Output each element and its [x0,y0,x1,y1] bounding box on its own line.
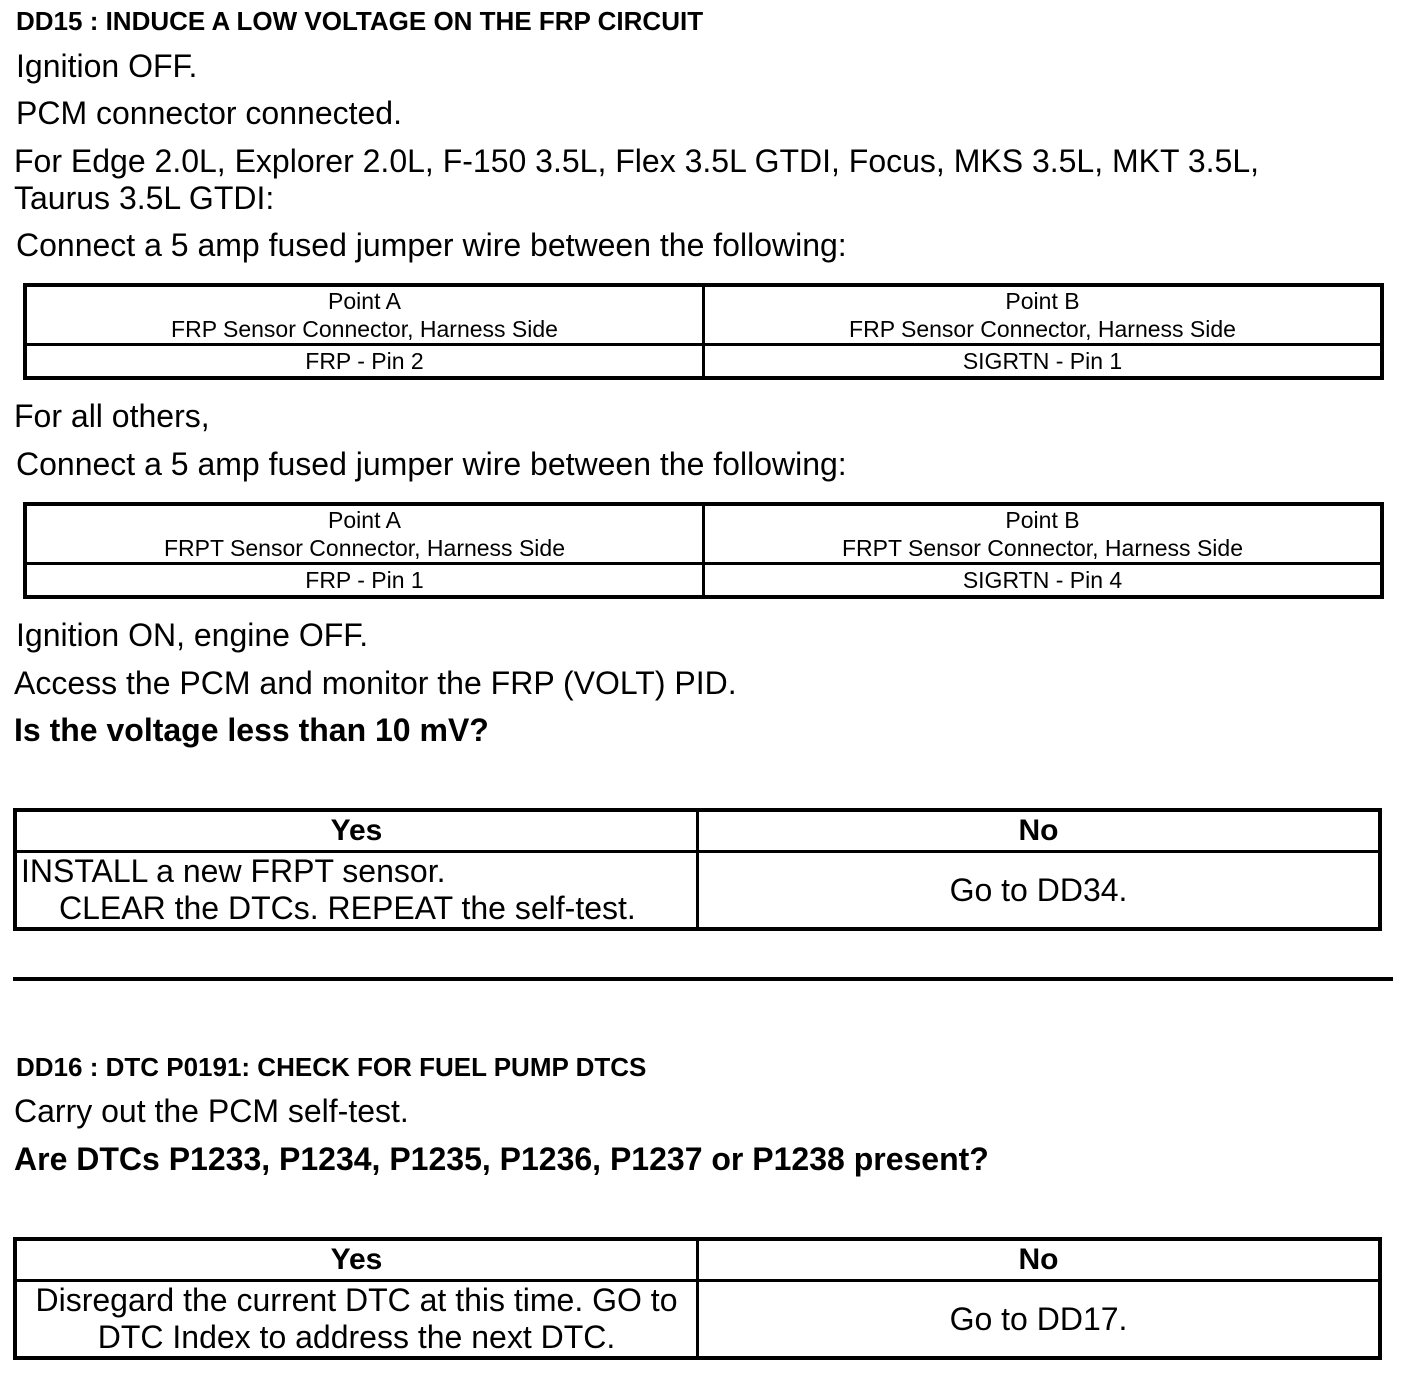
section-divider [13,977,1393,981]
dd15-heading: DD15 : INDUCE A LOW VOLTAGE ON THE FRP CIRCUIT [16,6,704,36]
dd15-result-table [13,808,1382,931]
dd15-question: Is the voltage less than 10 mV? [14,712,489,748]
dd15-vehicles-line2: Taurus 3.5L GTDI: [14,180,275,216]
no-action: Go to DD34. [698,852,1381,930]
jumper-table-2 [23,502,1384,599]
point-b-value: SIGRTN - Pin 4 [704,564,1383,598]
point-a-value: FRP - Pin 1 [25,564,704,598]
dd16-heading: DD16 : DTC P0191: CHECK FOR FUEL PUMP DTCS [16,1052,647,1082]
no-action: Go to DD17. [698,1281,1381,1359]
dd16-question: Are DTCs P1233, P1234, P1235, P1236, P1237 or P1238 present? [14,1141,989,1177]
no-header: No [698,810,1381,852]
point-a-header: Point A FRPT Sensor Connector, Harness Side [25,504,704,564]
yes-header: Yes [15,1239,698,1281]
dd15-step-ignition-on: Ignition ON, engine OFF. [16,617,369,653]
jumper-table-1 [23,283,1384,380]
dd15-step-ignition-off: Ignition OFF. [16,48,198,84]
point-b-value: SIGRTN - Pin 1 [704,345,1383,379]
point-a-value: FRP - Pin 2 [25,345,704,379]
dd15-for-all-others: For all others, [14,398,210,434]
yes-action: Disregard the current DTC at this time. GO to DTC Index to address the next DTC. [15,1281,698,1359]
point-b-header: Point B FRP Sensor Connector, Harness Side [704,285,1383,345]
dd15-step-pcm-connected: PCM connector connected. [16,95,402,131]
dd16-result-table [13,1237,1382,1360]
dd15-connect-instruction-1: Connect a 5 amp fused jumper wire between the following: [16,227,847,263]
yes-action: INSTALL a new FRPT sensor. CLEAR the DTCs. REPEAT the self-test. [15,852,698,930]
dd16-step-self-test: Carry out the PCM self-test. [14,1093,409,1129]
no-header: No [698,1239,1381,1281]
dd15-step-monitor-pid: Access the PCM and monitor the FRP (VOLT) PID. [14,665,737,701]
dd15-vehicles-line1: For Edge 2.0L, Explorer 2.0L, F-150 3.5L, Flex 3.5L GTDI, Focus, MKS 3.5L, MKT 3.5L, [14,143,1260,179]
dd15-connect-instruction-2: Connect a 5 amp fused jumper wire between the following: [16,446,847,482]
yes-header: Yes [15,810,698,852]
point-a-header: Point A FRP Sensor Connector, Harness Side [25,285,704,345]
point-b-header: Point B FRPT Sensor Connector, Harness Side [704,504,1383,564]
